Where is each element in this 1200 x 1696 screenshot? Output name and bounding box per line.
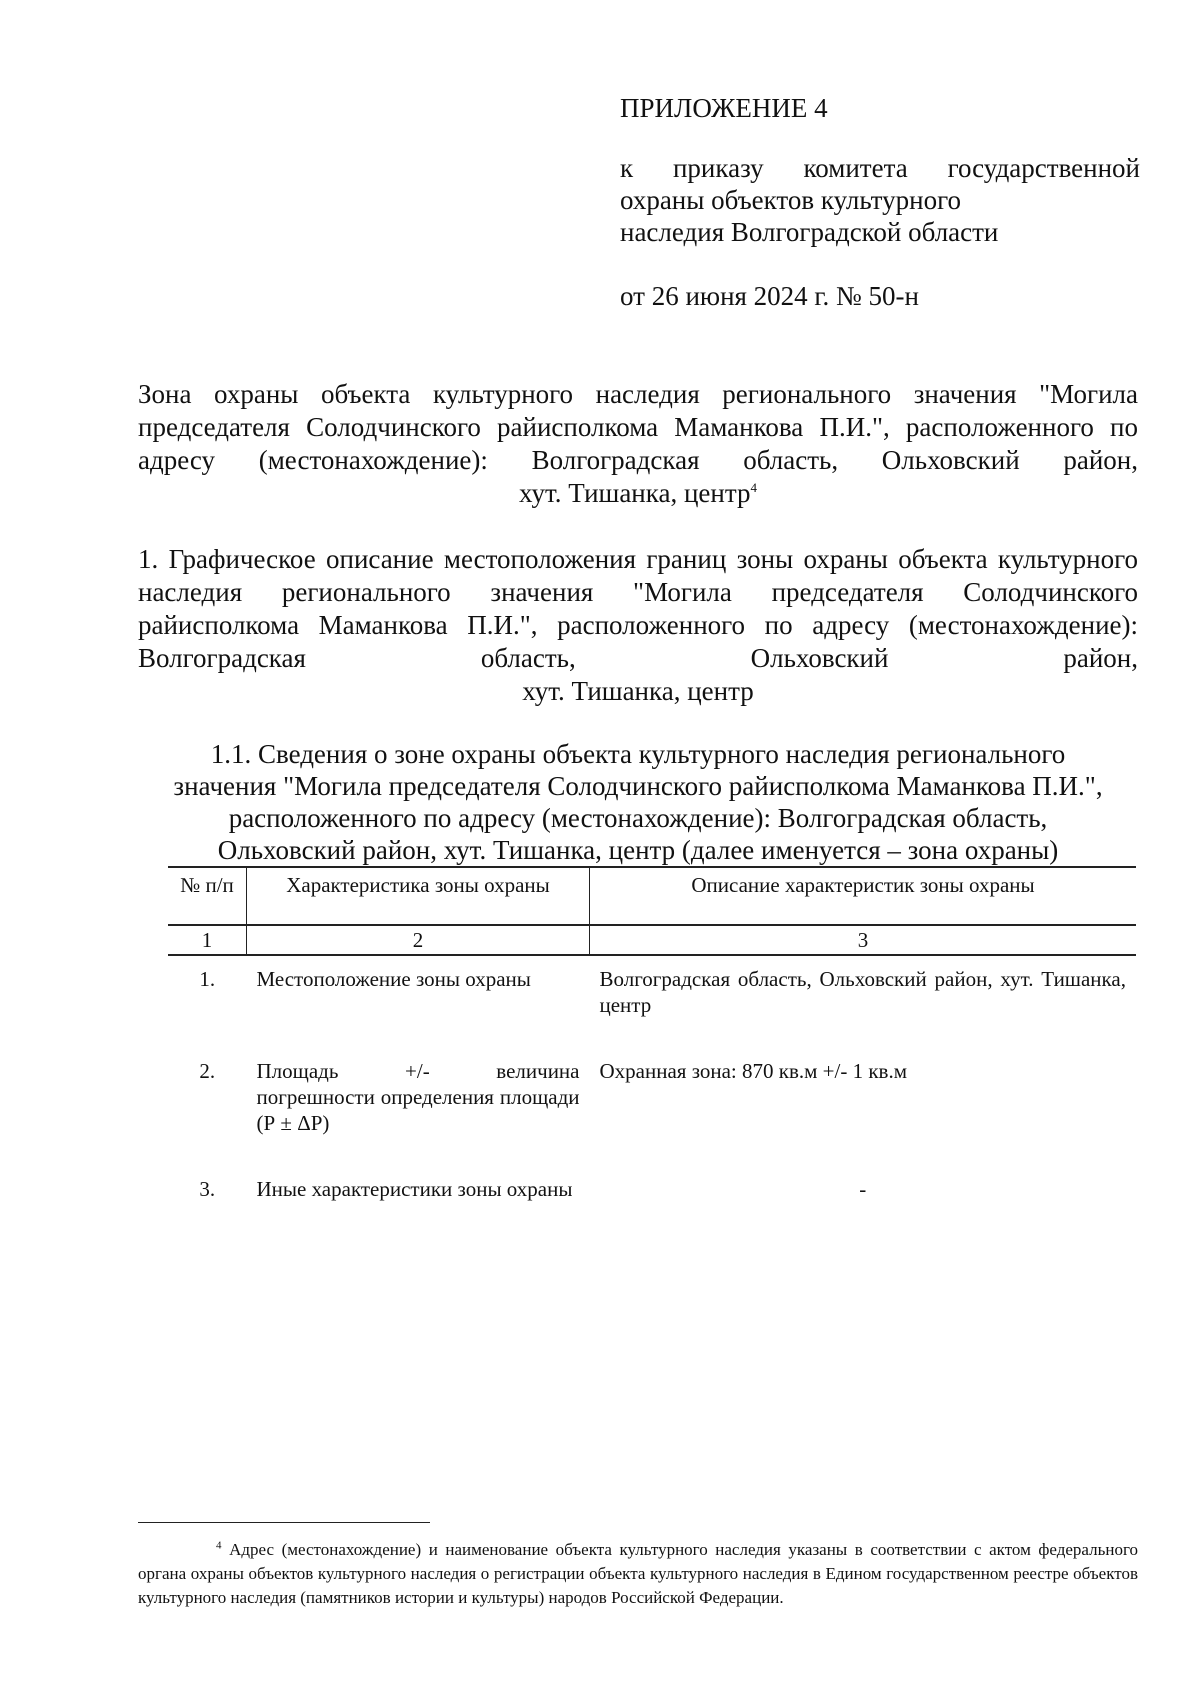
document-heading-last-line — [138, 477, 1138, 510]
header-characteristic: Характеристика зоны охраны — [247, 867, 590, 925]
heading-footnote-mark: 4 — [750, 480, 757, 495]
footnote — [138, 1538, 1138, 1610]
section-1-1-line-4: Ольховский район, хут. Тишанка, центр (далее именуется – зона охраны) — [217, 835, 1059, 865]
section-1-1-line-2: значения "Могила председателя Солодчинского райисполкома Маманкова П.И.", — [173, 771, 1103, 801]
table-row — [168, 955, 1136, 1048]
document-heading-text: Зона охраны объекта культурного наследия регионального значения "Могила председателя Солодчинского райисполкома Маманкова П.И.", расположенного по адресу (местонахождение): Волгоградская область, Ольховский район, — [138, 379, 1138, 475]
row-description: - — [859, 1177, 867, 1201]
appendix-order-line-1: к приказу комитета государственной — [620, 153, 1140, 183]
row-characteristic: Местоположение зоны охраны — [256, 967, 531, 991]
column-number-2: 2 — [247, 925, 590, 955]
row-description: Охранная зона: 870 кв.м +/- 1 кв.м — [599, 1059, 907, 1083]
row-number: 1. — [199, 967, 216, 991]
protection-zone-table — [168, 866, 1136, 1232]
appendix-title: ПРИЛОЖЕНИЕ 4 — [620, 93, 828, 123]
row-number: 2. — [199, 1059, 216, 1083]
header-description: Описание характеристик зоны охраны — [590, 867, 1137, 925]
footnote-text: Адрес (местонахождение) и наименование объекта культурного наследия указаны в соответствии с актом федерального органа охраны объектов культурного наследия о регистрации объекта культурного наследия в Едином государственном реестре объектов культурного наследия (памятников истории и культуры) народов Российской Федерации. — [138, 1540, 1139, 1607]
appendix-order-line-2: охраны объектов культурного — [620, 185, 961, 215]
row-characteristic: Иные характеристики зоны охраны — [256, 1177, 573, 1201]
section-1-1-line-1: 1.1. Сведения о зоне охраны объекта культурного наследия регионального — [210, 739, 1066, 769]
row-description: Волгоградская область, Ольховский район, хут. Тишанка, центр — [599, 967, 1126, 1017]
document-heading — [138, 378, 1138, 510]
footnote-separator — [138, 1522, 430, 1523]
document-heading-address: хут. Тишанка, центр — [519, 478, 751, 508]
row-number: 3. — [199, 1177, 216, 1201]
row-characteristic: Площадь +/- величина погрешности определения площади (Р ± ΔР) — [256, 1059, 580, 1135]
section-1-1-line-3: расположенного по адресу (местонахождение): Волгоградская область, — [228, 803, 1048, 833]
appendix-order-line-3: наследия Волгоградской области — [620, 217, 999, 247]
footnote-mark: 4 — [216, 1539, 222, 1552]
section-1-text: 1. Графическое описание местоположения границ зоны охраны объекта культурного наследия регионального значения "Могила председателя Солодчинского райисполкома Маманкова П.И.", расположенного по адресу (местонахождение): Волгоградская область, Ольховский район, — [138, 544, 1138, 673]
appendix-order-reference — [620, 152, 1140, 248]
column-number-1: 1 — [168, 925, 247, 955]
table-row — [168, 1048, 1136, 1166]
section-1-heading — [138, 543, 1138, 708]
section-1-1-heading — [138, 738, 1138, 866]
section-1-last-line: хут. Тишанка, центр — [522, 676, 754, 706]
appendix-date: от 26 июня 2024 г. № 50-н — [620, 281, 919, 311]
column-number-3: 3 — [590, 925, 1137, 955]
table-row — [168, 1166, 1136, 1232]
header-number: № п/п — [168, 867, 247, 925]
